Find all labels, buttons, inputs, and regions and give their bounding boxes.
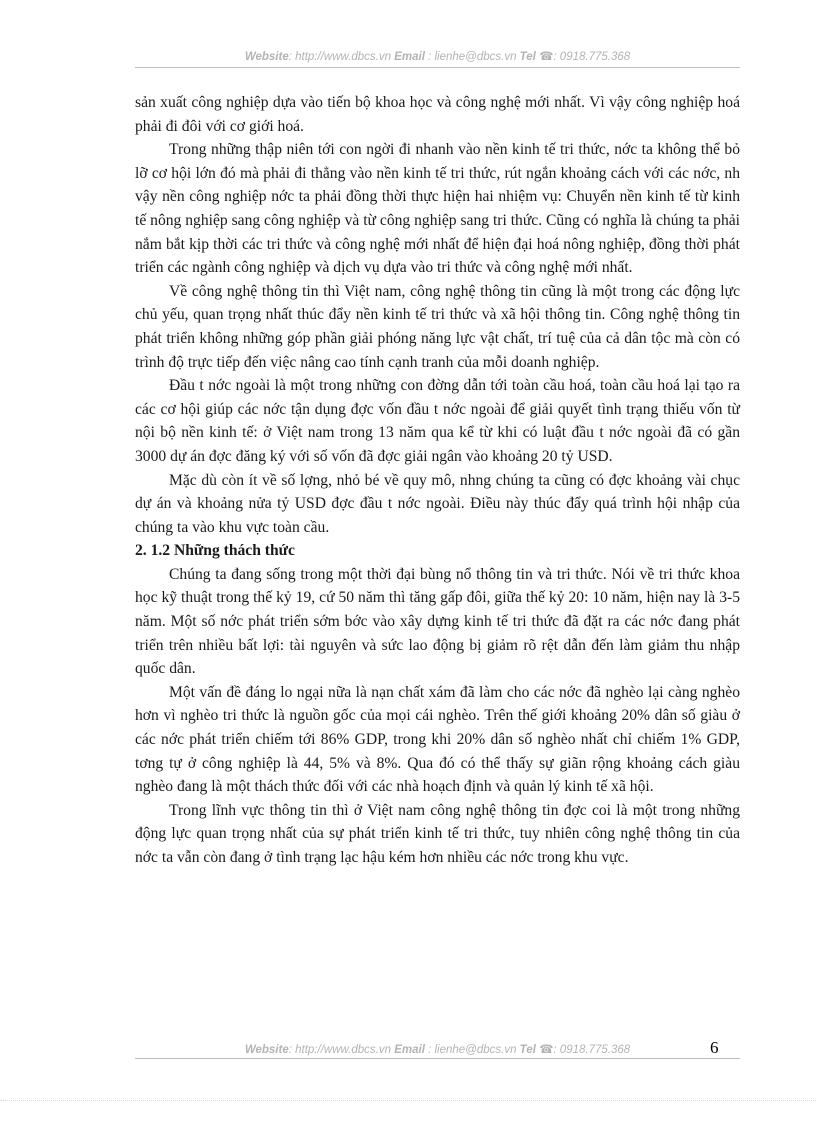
paragraph-continuation: sản xuất công nghiệp dựa vào tiến bộ khoa học và công nghệ mới nhất. Vì vậy công nghiệp hoá phải đi đôi với cơ giới hoá. xyxy=(135,94,740,135)
header-tel-number: : 0918.775.368 xyxy=(553,51,631,63)
footer-divider xyxy=(135,1058,740,1059)
page-header xyxy=(135,49,740,63)
section-heading: 2. 1.2 Những thách thức xyxy=(135,542,295,560)
paragraph: Chúng ta đang sống trong một thời đại bùng nổ thông tin và tri thức. Nói về tri thức khoa học kỹ thuật trong thế kỷ 19, cứ 50 năm thì tăng gấp đôi, giữa thế kỷ 20: 10 năm, hiện nay là 3-5 năm. Một số nớc phát triển sớm bớc vào xây dựng kinh tế tri thức đã đặt ra các nớc đang phát triển trên nhiều bất lợi: tài nguyên và sức lao động bị giảm rõ rệt dẫn đến làm giảm thu nhập quốc dân. xyxy=(135,565,740,678)
page-number: 6 xyxy=(710,1038,719,1057)
paragraph: Một vấn đề đáng lo ngại nữa là nạn chất xám đã làm cho các nớc đã nghèo lại càng nghèo hơn vì nghèo tri thức là nguồn gốc của mọi cái nghèo. Trên thế giới khoảng 20% dân số giàu ở các nớc phát triển chiếm tới 86% GDP, trong khi 20% dân số nghèo nhất chỉ chiếm 1% GDP, tơng tự ở công nghiệp là 44, 5% và 8%. Qua đó có thể thấy sự giãn rộng khoảng cách giàu nghèo đang là một thách thức đối với các nhà hoạch định và quản lý kinh tế xã hội. xyxy=(135,683,740,796)
paragraph: Về công nghệ thông tin thì Việt nam, công nghệ thông tin cũng là một trong các động lực chủ yếu, quan trọng nhất thúc đẩy nền kinh tế tri thức và xã hội thông tin. Công nghệ thông tin phát triển không những góp phần giải phóng năng lực vật chất, trí tuệ của cả dân tộc mà còn có trình độ trực tiếp đến việc nâng cao tính cạnh tranh của mỗi doanh nghiệp. xyxy=(135,282,740,371)
phone-icon: ☎ xyxy=(539,1044,554,1056)
page-edge xyxy=(0,1100,816,1101)
paragraph: Mặc dù còn ít về số lợng, nhỏ bé về quy mô, nhng chúng ta cũng có đợc khoảng vài chục dự án và khoảng nửa tỷ USD đợc đầu t nớc ngoài. Điều này thúc đẩy quá trình hội nhập của chúng ta vào khu vực toàn cầu. xyxy=(135,471,740,536)
footer-tel-number: : 0918.775.368 xyxy=(553,1044,631,1056)
footer-tel-label: Tel xyxy=(519,1044,536,1056)
paragraph: Trong lĩnh vực thông tin thì ở Việt nam công nghệ thông tin đợc coi là một trong những động lực quan trọng nhất của sự phát triển kinh tế tri thức, tuy nhiên công nghệ thông tin của nớc ta vẫn còn đang ở tình trạng lạc hậu kém hơn nhiều các nớc trong khu vực. xyxy=(135,801,740,866)
header-website-label: Website xyxy=(244,51,289,63)
document-body xyxy=(135,91,740,870)
phone-icon: ☎ xyxy=(539,51,554,63)
header-email-label: Email xyxy=(394,51,425,63)
footer-email-address[interactable]: : lienhe@dbcs.vn xyxy=(424,1044,520,1056)
page-footer xyxy=(135,1042,740,1056)
paragraph: Đầu t nớc ngoài là một trong những con đờng dẫn tới toàn cầu hoá, toàn cầu hoá lại tạo ra các cơ hội giúp các nớc tận dụng đợc vốn đầu t nớc ngoài để giải quyết tình trạng thiếu vốn từ nội bộ nền kinh tế: ở Việt nam trong 13 năm qua kể từ khi có luật đầu t nớc ngoài đã có gần 3000 dự án đợc đăng ký với số vốn đã đợc giải ngân vào khoảng 20 tỷ USD. xyxy=(135,377,740,465)
header-email-address[interactable]: : lienhe@dbcs.vn xyxy=(424,51,520,63)
paragraph: Trong những thập niên tới con ngời đi nhanh vào nền kinh tế tri thức, nớc ta không thể bỏ lỡ cơ hội lớn đó mà phải đi thẳng vào nền kinh tế tri thức, rút ngắn khoảng cách với các nớc, nh vậy nền công nghiệp nớc ta phải đồng thời thực hiện hai nhiệm vụ: Chuyển nền kinh tế từ kinh tế nông nghiệp sang công nghiệp và từ công nghiệp sang tri thức. Cũng có nghĩa là chúng ta phải nắm bắt kịp thời các tri thức và công nghệ mới nhất để hiện đại hoá nông nghiệp, đồng thời phát triển các ngành công nghiệp và dịch vụ dựa vào tri thức và công nghệ mới nhất. xyxy=(135,141,741,277)
footer-website-label: Website xyxy=(244,1044,289,1056)
header-divider xyxy=(135,67,740,68)
header-tel-label: Tel xyxy=(519,51,536,63)
header-website-url[interactable]: : http://www.dbcs.vn xyxy=(288,51,395,63)
footer-email-label: Email xyxy=(394,1044,425,1056)
footer-website-url[interactable]: : http://www.dbcs.vn xyxy=(288,1044,395,1056)
